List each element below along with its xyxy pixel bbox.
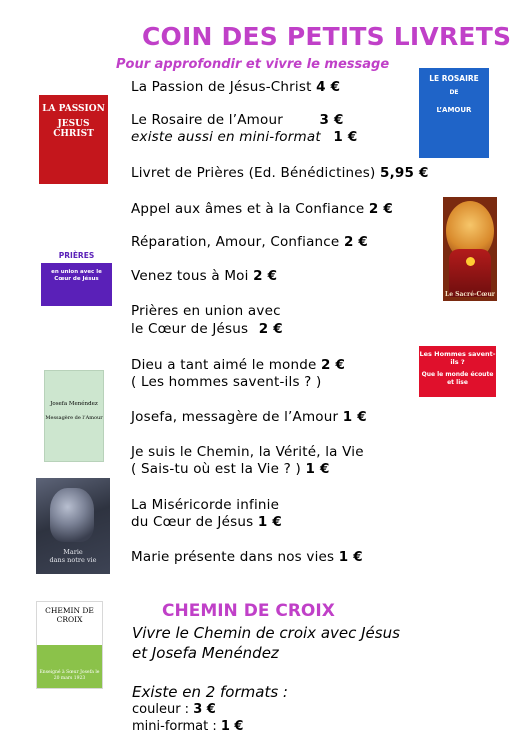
item-title: Prières en union avec <box>131 303 281 319</box>
cover-passion-title: LA PASSION <box>42 104 105 114</box>
page-title: COIN DES PETITS LIVRETS <box>142 22 512 51</box>
item-price: 1 € <box>338 549 363 565</box>
item-title: Dieu a tant aimé le monde <box>131 357 317 373</box>
item-price: 1 € <box>305 461 330 477</box>
cover-sacre-caption: Le Sacré-Cœur <box>445 291 495 298</box>
cover-prieres-title: PRIÈRES <box>58 251 95 260</box>
cover-josefa-author: Josefa Menéndez <box>50 401 98 407</box>
chemin-description-line1: Vivre le Chemin de croix avec Jésus <box>132 624 400 642</box>
list-item <box>131 234 368 250</box>
list-item <box>131 79 340 95</box>
item-title-cont: ( Les hommes savent-ils ? ) <box>131 374 322 390</box>
item-price: 5,95 € <box>380 165 429 181</box>
item-title: La Passion de Jésus-Christ <box>131 79 312 95</box>
item-price: 2 € <box>253 268 278 284</box>
item-price: 1 € <box>342 409 367 425</box>
cover-chemin <box>36 601 103 689</box>
format-label: mini-format : <box>132 719 217 734</box>
cover-passion-subtitle: JESUS CHRIST <box>53 119 94 139</box>
format-price: 3 € <box>193 702 216 717</box>
heart-icon <box>466 257 475 266</box>
item-price: 1 € <box>257 514 282 530</box>
list-item <box>131 444 364 460</box>
list-item <box>131 129 357 145</box>
item-price: 2 € <box>321 357 346 373</box>
list-item <box>131 549 363 565</box>
cover-hommes-title: Les Hommes savent-ils ? <box>419 350 496 366</box>
cover-rosaire <box>419 68 489 158</box>
item-title: Le Rosaire de l’Amour <box>131 112 283 128</box>
cover-prieres-subtitle: en union avec le Cœur de Jésus <box>51 269 102 282</box>
cover-marie-title <box>36 548 110 564</box>
chemin-format-mini <box>132 719 243 734</box>
list-item <box>131 112 344 128</box>
cover-marie-line2: dans notre vie <box>49 556 97 564</box>
item-title: existe aussi en mini-format <box>131 129 321 145</box>
list-item <box>131 268 277 284</box>
item-price: 4 € <box>316 79 341 95</box>
chemin-description-line2: et Josefa Menéndez <box>132 644 279 662</box>
list-item <box>131 303 281 319</box>
statue-image <box>50 488 94 542</box>
item-title: Je suis le Chemin, la Vérité, la Vie <box>131 444 364 460</box>
cover-hommes <box>419 346 496 397</box>
cover-marie <box>36 478 110 574</box>
item-price: 2 € <box>258 321 283 337</box>
item-title-cont: du Cœur de Jésus <box>131 514 254 530</box>
item-title: La Miséricorde infinie <box>131 497 280 513</box>
item-price: 3 € <box>319 112 344 128</box>
cover-passion <box>39 95 108 184</box>
list-item <box>131 374 322 390</box>
list-item <box>131 357 345 373</box>
list-item <box>131 514 282 530</box>
item-title: Appel aux âmes et à la Confiance <box>131 201 365 217</box>
item-title: Venez tous à Moi <box>131 268 249 284</box>
item-title: Réparation, Amour, Confiance <box>131 234 340 250</box>
cover-chemin-title: CHEMIN DE CROIX <box>45 606 94 624</box>
cover-josefa <box>44 370 104 462</box>
cover-prieres <box>41 247 112 306</box>
list-item <box>131 461 330 477</box>
cover-rosaire-line2: DE <box>449 89 459 96</box>
item-price: 2 € <box>343 234 369 250</box>
item-price: 1 € <box>333 129 358 145</box>
cover-marie-line1: Marie <box>63 548 83 556</box>
item-price: 2 € <box>368 201 393 217</box>
cover-chemin-caption: Enseigné à Sœur Josefa le 20 mars 1923 <box>39 670 100 681</box>
cover-sacre-coeur <box>443 197 497 301</box>
item-title-cont: ( Sais-tu où est la Vie ? ) <box>131 461 301 477</box>
list-item <box>131 165 429 181</box>
item-title: Livret de Prières (Ed. Bénédictines) <box>131 165 376 181</box>
cover-josefa-title: Messagère de l’Amour <box>45 415 103 421</box>
item-title: Josefa, messagère de l’Amour <box>131 409 339 425</box>
list-item <box>131 201 393 217</box>
item-title: Marie présente dans nos vies <box>131 549 335 565</box>
cover-hommes-subtitle: Que le monde écoute et lise <box>421 371 494 386</box>
chemin-formats-label: Existe en 2 formats : <box>132 683 288 701</box>
item-title-cont: le Cœur de Jésus <box>131 321 249 337</box>
section-title-chemin: CHEMIN DE CROIX <box>162 601 335 621</box>
format-label: couleur : <box>132 702 190 717</box>
chemin-format-couleur <box>132 702 216 717</box>
page-subtitle: Pour approfondir et vivre le message <box>116 57 390 72</box>
list-item <box>131 409 367 425</box>
list-item <box>131 497 279 513</box>
cover-rosaire-line1: LE ROSAIRE <box>429 74 479 83</box>
format-price: 1 € <box>220 719 244 734</box>
cover-rosaire-line3: L’AMOUR <box>436 106 472 114</box>
list-item <box>131 321 283 337</box>
